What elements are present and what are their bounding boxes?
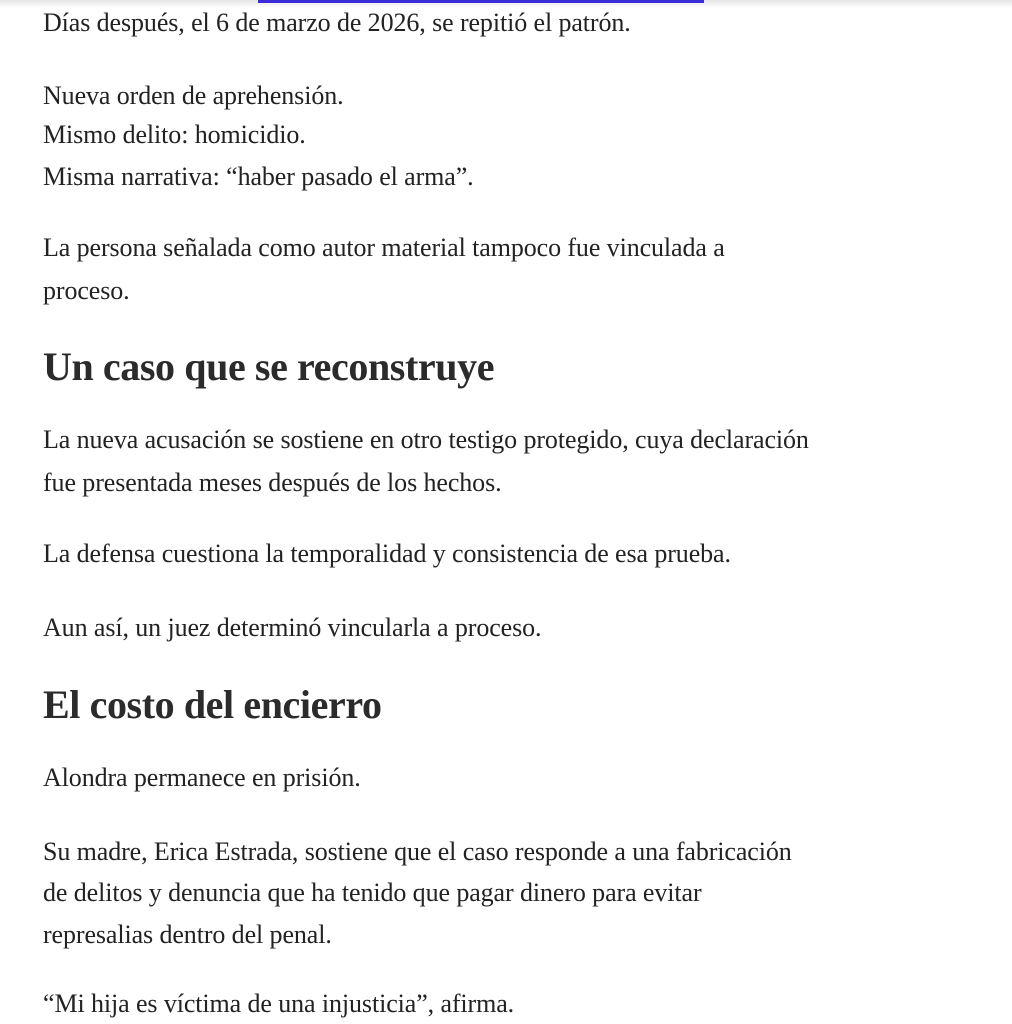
paragraph-line: Su madre, Erica Estrada, sostiene que el caso responde a una fabricación bbox=[43, 837, 792, 866]
paragraph-line: Mismo delito: homicidio. bbox=[43, 120, 306, 149]
paragraph-line: La persona señalada como autor material tampoco fue vinculada a bbox=[43, 233, 725, 262]
paragraph-line: proceso. bbox=[43, 276, 130, 305]
paragraph: La defensa cuestiona la temporalidad y consistencia de esa prueba. bbox=[43, 539, 731, 568]
paragraph: “Mi hija es víctima de una injusticia”, afirma. bbox=[43, 989, 515, 1018]
section-heading: El costo del encierro bbox=[43, 682, 382, 727]
paragraph: Alondra permanece en prisión. bbox=[43, 763, 361, 792]
paragraph: Días después, el 6 de marzo de 2026, se repitió el patrón. bbox=[43, 8, 631, 37]
paragraph-line: represalias dentro del penal. bbox=[43, 920, 332, 949]
paragraph-line: de delitos y denuncia que ha tenido que pagar dinero para evitar bbox=[43, 878, 702, 907]
paragraph: Aun así, un juez determinó vincularla a proceso. bbox=[43, 613, 542, 642]
paragraph-line: fue presentada meses después de los hechos. bbox=[43, 468, 502, 497]
paragraph-line: Misma narrativa: “haber pasado el arma”. bbox=[43, 162, 474, 191]
section-heading: Un caso que se reconstruye bbox=[43, 344, 495, 389]
paragraph-line: La nueva acusación se sostiene en otro testigo protegido, cuya declaración bbox=[43, 425, 809, 454]
paragraph-line: Nueva orden de aprehensión. bbox=[43, 81, 344, 110]
